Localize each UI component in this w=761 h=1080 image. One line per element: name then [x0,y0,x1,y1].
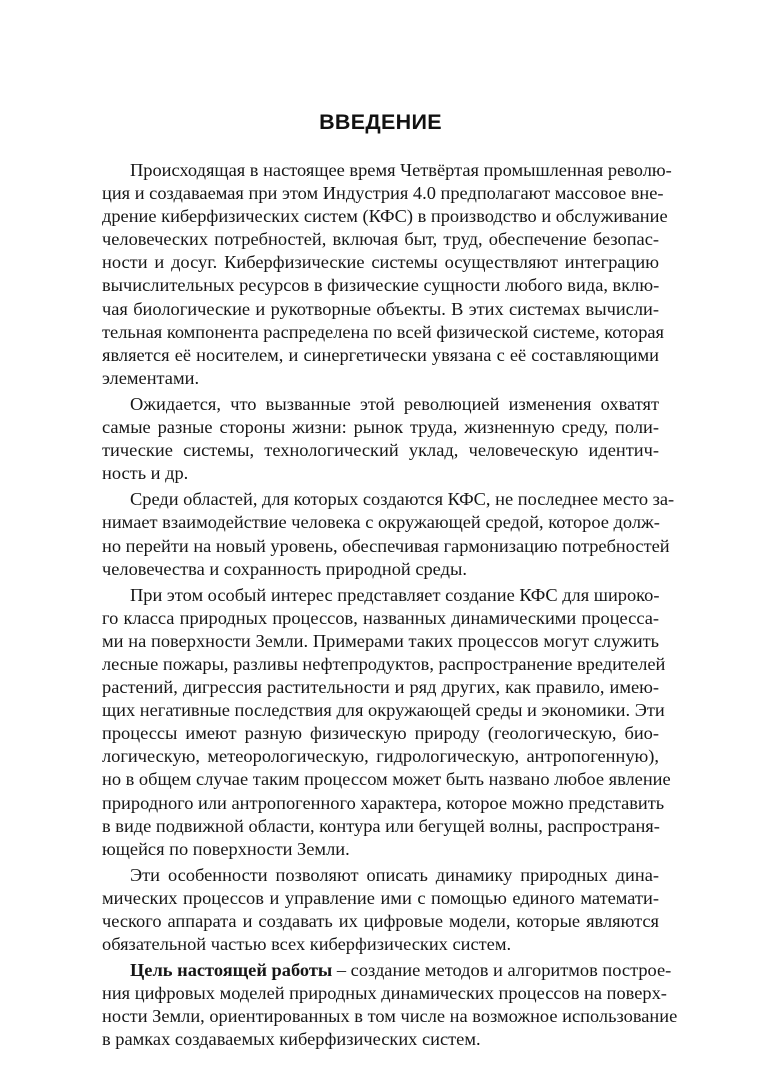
paragraph-line: тические системы, технологический уклад, человеческую идентич- [102,440,659,461]
paragraph-line: природного или антропогенного характера, которое можно представить [102,792,665,813]
paragraph-line: обязательной частью всех киберфизических систем. [102,934,512,955]
paragraph-line: самые разные стороны жизни: рынок труда, жизненную среду, поли- [102,417,659,438]
paragraph-3 [102,488,675,580]
paragraph-line: ющейся по поверхности Земли. [102,838,350,859]
paragraph-line: лесные пожары, разливы нефтепродуктов, распространение вредителей [102,653,666,674]
paragraph-line: является её носителем, и синергетически увязана с её составляющими [102,344,659,365]
paragraph-line: но в общем случае таким процессом может быть названо любое явление [102,769,671,790]
paragraph-1 [102,159,672,390]
paragraph-line: человеческих потребностей, включая быт, труд, обеспечение безопас- [102,229,659,250]
paragraph-line: чая биологические и рукотворные объекты. В этих системах вычисли- [102,298,659,319]
paragraph-line: но перейти на новый уровень, обеспечивая гармонизацию потребностей [102,535,670,556]
paragraph-goal-line: ности Земли, ориентированных в том числе на возможное использование [102,1006,678,1027]
paragraph-line: щих негативные последствия для окружающей среды и экономики. Эти [102,700,665,721]
paragraph-line: растений, дигрессия растительности и ряд других, как правило, имею- [102,677,659,698]
paragraph-line: Среди областей, для которых создаются КФС, не последнее место за- [130,489,675,510]
paragraph-line: Происходящая в настоящее время Четвёртая промышленная револю- [130,160,672,180]
paragraph-goal [102,959,678,1051]
paragraph-4 [102,584,671,861]
page-title: ВВЕДЕНИЕ [319,110,442,134]
paragraph-2 [102,393,659,485]
paragraph-line: в виде подвижной области, контура или бегущей волны, распространя- [102,815,660,836]
paragraph-line: человечества и сохранность природной среды. [102,558,467,579]
paragraph-line: мических процессов и управление ими с помощью единого математи- [102,887,659,908]
paragraph-line: логическую, метеорологическую, гидрологическую, антропогенную), [102,746,659,767]
paragraph-line: ность и др. [102,463,189,484]
paragraph-goal-line: в рамках создаваемых киберфизических систем. [102,1029,481,1050]
paragraph-goal-line [102,959,672,982]
paragraph-line: ности и досуг. Киберфизические системы осуществляют интеграцию [102,252,659,273]
paragraph-line: Ожидается, что вызванные этой революцией изменения охватят [130,393,659,414]
paragraph-line: элементами. [102,367,200,388]
goal-bold-lead: Цель настоящей работы [130,960,333,981]
paragraph-line: ческого аппарата и создавать их цифровые модели, которые являются [102,911,659,931]
paragraph-goal-line: ния цифровых моделей природных динамических процессов на поверх- [102,983,667,1004]
paragraph-line: го класса природных процессов, названных динамическими процесса- [102,607,659,628]
paragraph-line: тельная компонента распределена по всей физической системе, которая [102,321,665,342]
paragraph-line: дрение киберфизических систем (КФС) в производство и обслуживание [102,206,668,227]
paragraph-line: Эти особенности позволяют описать динамику природных дина- [130,864,659,885]
body-text [102,159,678,1052]
paragraph-line: ция и создаваемая при этом Индустрия 4.0 предполагают массовое вне- [102,183,664,204]
paragraph-line: вычислительных ресурсов в физические сущности любого вида, вклю- [102,275,660,296]
goal-first-line-rest: – создание методов и алгоритмов построе- [332,960,672,981]
paragraph-line: нимает взаимодействие человека с окружающей средой, которое долж- [102,512,660,533]
paragraph-line: ми на поверхности Земли. Примерами таких процессов могут служить [102,630,659,651]
paragraph-5 [102,864,659,956]
paragraph-line: процессы имеют разную физическую природу (геологическую, био- [102,723,659,744]
paragraph-line: При этом особый интерес представляет создание КФС для широко- [130,584,660,605]
